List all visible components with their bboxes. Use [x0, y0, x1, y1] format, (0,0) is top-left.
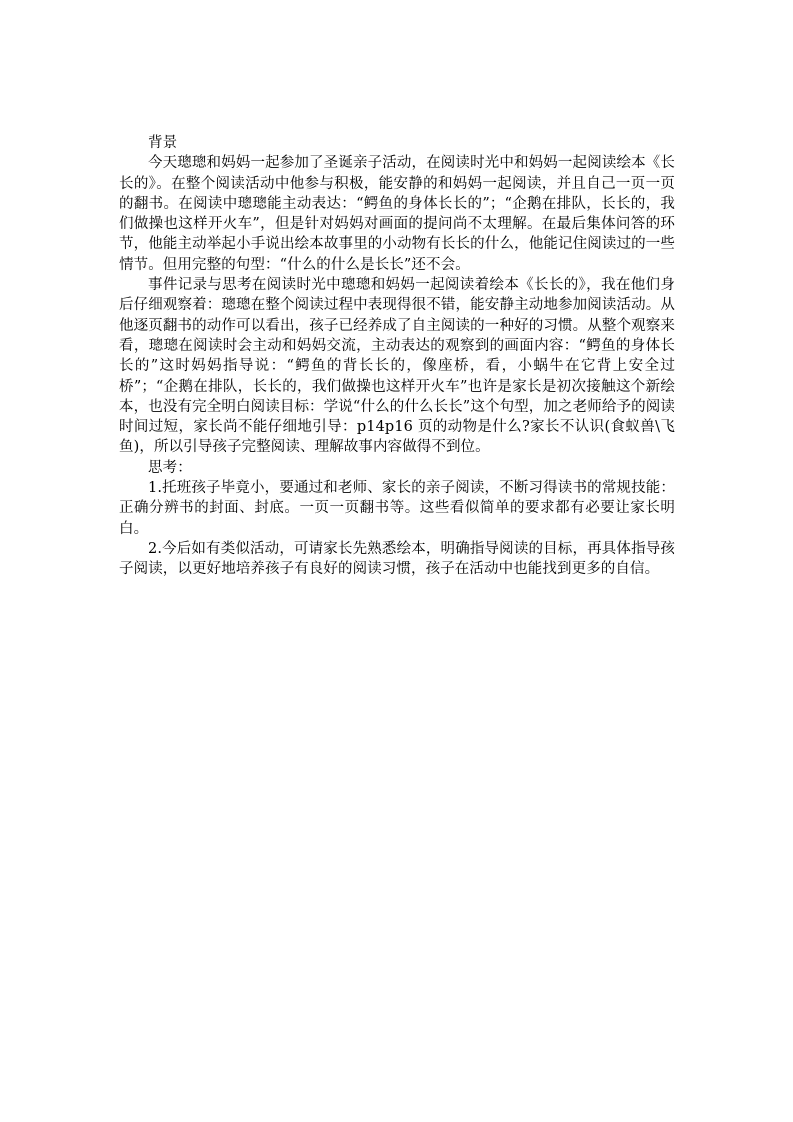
section-heading-thinking: 思考：: [148, 459, 192, 476]
document-body: [119, 133, 675, 580]
paragraph-thinking-1: 1.托班孩子毕竟小，要通过和老师、家长的亲子阅读，不断习得读书的常规技能：正确分辨书的封面、封底。一页一页翻书等。这些看似简单的要求都有必要让家长明白。: [119, 480, 675, 537]
paragraph-background: 今天璁璁和妈妈一起参加了圣诞亲子活动，在阅读时光中和妈妈一起阅读绘本《长长的》。在整个阅读活动中他参与积极，能安静的和妈妈一起阅读，并且自己一页一页的翻书。在阅读中璁璁能主动表达：“鳄鱼的身体长长的”；“企鹅在排队，长长的，我们做操也这样开火车”，但是针对妈妈对画面的提问尚不太理解。在最后集体问答的环节，他能主动举起小手说出绘本故事里的小动物有长长的什么，他能记住阅读过的一些情节。但用完整的句型：“什么的什么是长长”还不会。: [119, 155, 675, 273]
section-heading-background: 背景: [148, 135, 178, 151]
paragraph-event-record: 事件记录与思考在阅读时光中璁璁和妈妈一起阅读着绘本《长长的》，我在他们身后仔细观察着：璁璁在整个阅读过程中表现得很不错，能安静主动地参加阅读活动。从他逐页翻书的动作可以看出，孩子已经养成了自主阅读的一种好的习惯。从整个观察来看，璁璁在阅读时会主动和妈妈交流，主动表达的观察到的画面内容：“鳄鱼的身体长长的”这时妈妈指导说：“鳄鱼的背长长的，像座桥，看，小蜗牛在它背上安全过桥”；“企鹅在排队，长长的，我们做操也这样开火车”也许是家长是初次接触这个新绘本，也没有完全明白阅读目标：学说“什么的什么长长”这个句型，加之老师给予的阅读时间过短，家长尚不能仔细地引导：p14p16 页的动物是什么?家长不认识(食蚁兽\飞鱼)，所以引导孩子完整阅读、理解故事内容做得不到位。: [119, 277, 675, 456]
paragraph-thinking-2: 2.今后如有类似活动，可请家长先熟悉绘本，明确指导阅读的目标，再具体指导孩子阅读，以更好地培养孩子有良好的阅读习惯，孩子在活动中也能找到更多的自信。: [119, 540, 675, 578]
